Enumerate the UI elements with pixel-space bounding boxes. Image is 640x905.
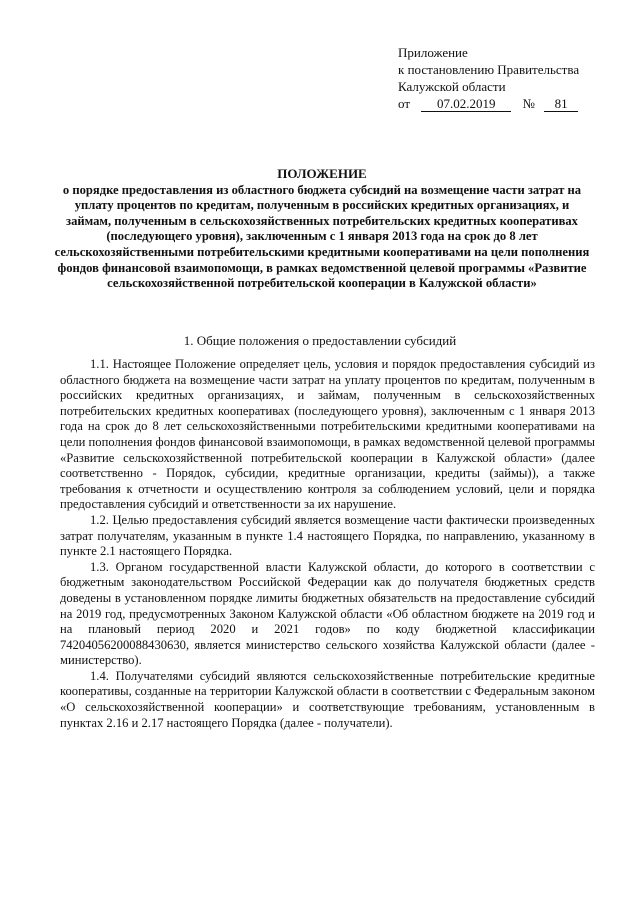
title-subtitle: о порядке предоставления из областного бюджета субсидий на возмещение части затрат на уплату процентов по кредитам, полученным в российских кредитных организациях, и займам, полученным в сельскохозяйственных потребительских кредитных кооперативах (последующего уровня), заключенным с 1 января 2013 года на срок до 8 лет сельскохозяйственными потребительскими кредитными кооперативами на цели пополнения фондов финансовой взаимопомощи, в рамках ведомственной целевой программы «Развитие сельскохозяйственной потребительской кооперации в Калужской области» (54, 182, 590, 291)
appendix-resolution: к постановлению Правительства (398, 62, 580, 77)
resolution-number: 81 (544, 97, 578, 112)
from-label: от (398, 96, 411, 111)
section-1-title: 1. Общие положения о предоставлении субсидий (183, 333, 457, 348)
paragraph-1-1: 1.1. Настоящее Положение определяет цель, условия и порядок предоставления субсидий из областного бюджета на возмещение части затрат на уплату процентов по кредитам, полученным в российских кредитных организациях, и займам, полученным в сельскохозяйственных потребительских кредитных кооперативах (последующего уровня), заключенным с 1 января 2013 года на срок до 8 лет сельскохозяйственными потребительскими кредитными кооперативами на цели пополнения фондов финансовой взаимопомощи, в рамках ведомственной целевой программы «Развитие сельскохозяйственной потребительской кооперации в Калужской области» (далее соответственно - Порядок, субсидии, кредитные организации, кредиты (займы)), а также требования к отчетности и осуществлению контроля за соблюдением условий, цели и порядка предоставления субсидий и ответственности за их нарушение. (60, 357, 595, 512)
paragraph-1-2: 1.2. Целью предоставления субсидий является возмещение части фактически произведенных затрат получателям, указанным в пункте 1.4 настоящего Порядка, по направлению, указанному в пункте 2.1 настоящего Порядка. (60, 512, 595, 559)
number-label: № (522, 96, 535, 111)
paragraph-1-3: 1.3. Органом государственной власти Калужской области, до которого в соответствии с бюджетным законодательством Российской Федерации как до получателя бюджетных средств доведены в установленном порядке лимиты бюджетных обязательств на предоставление субсидий на 2019 год, предусмотренных Законом Калужской области «Об областном бюджете на 2019 год и на плановый период 2020 и 2021 годов» по коду бюджетной классификации 74204056200088430630, является министерство сельского хозяйства Калужской области (далее - министерство). (60, 559, 595, 668)
document-title (54, 166, 590, 292)
paragraph-1-4: 1.4. Получателями субсидий являются сельскохозяйственные потребительские кредитные кооперативы, созданные на территории Калужской области в соответствии с Федеральным законом «О сельскохозяйственной кооперации» и соответствующие требованиям, установленным в пунктах 2.16 и 2.17 настоящего Порядка (далее - получатели). (60, 668, 595, 730)
appendix-date-line (398, 95, 579, 112)
appendix-label: Приложение (398, 45, 468, 60)
document-body (60, 357, 595, 731)
title-heading: ПОЛОЖЕНИЕ (277, 166, 367, 181)
appendix-block (398, 44, 579, 112)
appendix-region: Калужской области (398, 79, 506, 94)
resolution-date: 07.02.2019 (421, 97, 511, 112)
